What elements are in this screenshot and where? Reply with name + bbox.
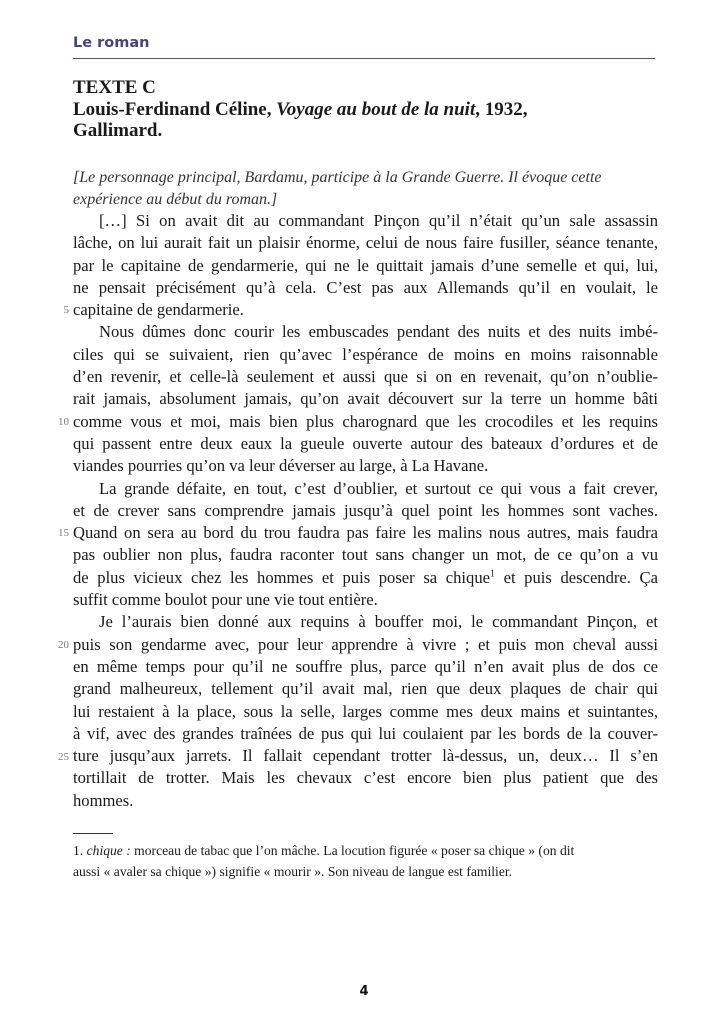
text-line: lâche, on lui aurait fait un plaisir énorme, celui de nous faire fusiller, séance tenante, — [73, 233, 658, 253]
intro-line: [Le personnage principal, Bardamu, participe à la Grande Guerre. Il évoque cette — [73, 169, 602, 186]
publication-details: , 1932, — [475, 98, 528, 120]
text-line: qui passent entre deux eaux la gueule ouverte autour des bateaux d’ordures et de — [73, 433, 658, 453]
page-number: 4 — [359, 984, 369, 999]
text-line: tortillait de trotter. Mais les chevaux c’est encore bien plus patient que des — [73, 768, 658, 788]
text-line: lui restaient à la place, sous la selle, larges comme mes deux mains et suintantes, — [73, 701, 658, 721]
line-number: 20 — [58, 639, 69, 651]
author: Louis-Ferdinand Céline, — [73, 98, 272, 120]
footnote — [73, 840, 663, 882]
text-line: et de crever sans comprendre jamais jusqu’à quel point les hommes sont vaches. — [73, 500, 658, 520]
footnote-ref: 1 — [489, 568, 495, 580]
text-line-end: et puis descendre. Ça — [494, 567, 658, 587]
text-line: Nous dûmes donc courir les embuscades pendant des nuits et des nuits imbé- — [99, 322, 658, 342]
text-line: en même temps pour qu’il ne souffre plus, parce qu’il n’en avait plus de dos ce — [73, 656, 658, 676]
footnote-rule — [73, 833, 113, 834]
text-line: rait jamais, absolument jamais, qu’on avait découvert sur la terre un homme bâti — [73, 389, 658, 409]
footnote-number: 1. — [73, 843, 84, 858]
footnote-line: aussi « avaler sa chique ») signifie « mourir ». Son niveau de langue est familier. — [73, 864, 513, 879]
text-line: ture jusqu’aux jarrets. Il fallait cependant trotter là-dessus, un, deux… Il s’en — [73, 746, 658, 766]
text-line: à vif, avec des grandes traînées de pus qui lui coulaient par les bords de la couver- — [73, 723, 658, 743]
source-line — [73, 99, 658, 121]
text-line-start: de plus vicieux chez les hommes et puis poser sa chique — [73, 567, 490, 587]
text-line — [73, 567, 658, 589]
text-line: hommes. — [73, 790, 134, 810]
text-line: Quand on sera au bord du trou faudra pas faire les malins nous autres, mais faudra — [73, 523, 658, 543]
text-line: d’en revenir, et celle-là seulement et aussi que si on en revenait, qu’on n’oublie- — [73, 367, 658, 387]
intro-line: expérience au début du roman.] — [73, 191, 278, 208]
text-line: ne pensait précisément qu’à cela. C’est pas aux Allemands qu’il en voulait, le — [73, 277, 658, 297]
publisher: Gallimard. — [73, 120, 163, 141]
text-line: comme vous et moi, mais bien plus charognard que les crocodiles et les requins — [73, 411, 658, 431]
section-header: Le roman — [73, 35, 150, 51]
text-line: grand malheureux, tellement qu’il avait mal, rien que deux plaques de chair qui — [73, 679, 658, 699]
work-title: Voyage au bout de la nuit — [276, 98, 476, 120]
text-line: viandes pourries qu’on va leur déverser au large, à La Havane. — [73, 456, 489, 476]
text-line: […] Si on avait dit au commandant Pinçon qu’il n’était qu’un sale assassin — [99, 211, 658, 230]
text-line: capitaine de gendarmerie. — [73, 300, 244, 320]
line-number: 15 — [58, 527, 69, 539]
text-line: La grande défaite, en tout, c’est d’oublier, et surtout ce qui vous a fait crever, — [99, 478, 658, 498]
text-title-block — [73, 77, 658, 142]
introduction — [73, 167, 658, 211]
line-number: 5 — [63, 304, 69, 316]
text-line: pas oublier non plus, faudra raconter tout sans changer un mot, de ce qu’on a vu — [73, 545, 658, 565]
text-line: par le capitaine de gendarmerie, qui ne le quittait jamais d’une semelle et qui, lui, — [73, 255, 658, 275]
excerpt-text — [73, 210, 658, 812]
text-line: suffit comme boulot pour une vie tout entière. — [73, 590, 378, 610]
line-number: 25 — [58, 751, 69, 763]
text-line: Je l’aurais bien donné aux requins à bouffer moi, le commandant Pinçon, et — [99, 612, 658, 632]
header-rule — [73, 58, 655, 59]
footnote-line — [73, 840, 663, 861]
text-line: ciles qui se suivaient, rien qu’avec l’espérance de moins en moins raisonnable — [73, 344, 658, 364]
footnote-text: morceau de tabac que l’on mâche. La locution figurée « poser sa chique » (on dit — [130, 843, 575, 858]
text-line: puis son gendarme avec, pour leur apprendre à vivre ; et puis mon cheval aussi — [73, 634, 658, 654]
footnote-term: chique : — [86, 843, 131, 858]
line-number: 10 — [58, 416, 69, 428]
text-label: TEXTE C — [73, 77, 156, 98]
